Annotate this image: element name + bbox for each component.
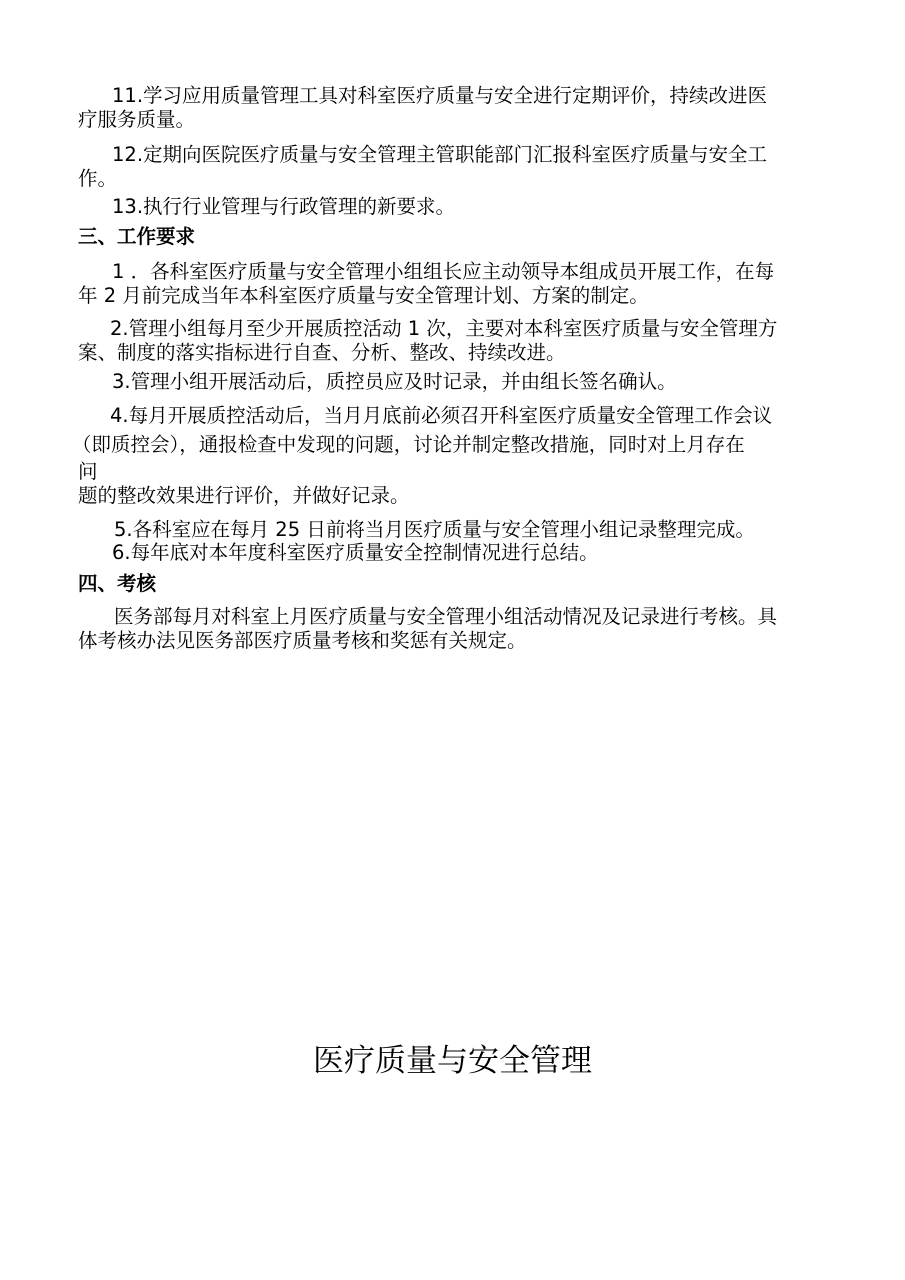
item-11-line-2: 疗服务质量。 [78,108,196,131]
assessment-line-2: 体考核办法见医务部医疗质量考核和奖惩有关规定。 [78,629,527,652]
section-4-heading: 四、考核 [78,572,157,595]
requirement-1-line-1: 1 ．各科室医疗质量与安全管理小组组长应主动领导本组成员开展工作，在每 [112,260,775,283]
requirement-4-line-3: 问 [78,460,98,483]
next-document-title: 医疗质量与安全管理 [313,1043,592,1079]
requirement-6-line-1: 6.每年底对本年度科室医疗质量安全控制情况进行总结。 [112,541,599,564]
requirement-4-line-1: 4.每月开展质控活动后，当月月底前必须召开科室医疗质量安全管理工作会议 [110,404,773,427]
item-12-line-1: 12.定期向医院医疗质量与安全管理主管职能部门汇报科室医疗质量与安全工 [112,143,768,166]
item-13-line-1: 13.执行行业管理与行政管理的新要求。 [112,195,456,218]
item-12-line-2: 作。 [78,167,118,190]
requirement-2-line-1: 2.管理小组每月至少开展质控活动 1 次，主要对本科室医疗质量与安全管理方 [110,317,778,340]
requirement-4-line-2: （即质控会），通报检查中发现的问题，讨论并制定整改措施，同时对上月存在 [72,433,745,456]
requirement-3-line-1: 3.管理小组开展活动后，质控员应及时记录，并由组长签名确认。 [112,370,677,393]
requirement-5-line-1: 5.各科室应在每月 25 日前将当月医疗质量与安全管理小组记录整理完成。 [114,518,755,541]
requirement-4-line-4: 题的整改效果进行评价，并做好记录。 [78,484,410,507]
requirement-2-line-2: 案、制度的落实指标进行自查、分析、整改、持续改进。 [78,341,566,364]
assessment-line-1: 医务部每月对科室上月医疗质量与安全管理小组活动情况及记录进行考核。具 [114,605,778,628]
section-3-heading: 三、工作要求 [78,225,196,248]
item-11-line-1: 11.学习应用质量管理工具对科室医疗质量与安全进行定期评价，持续改进医 [112,84,768,107]
requirement-1-line-2: 年 2 月前完成当年本科室医疗质量与安全管理计划、方案的制定。 [78,284,649,307]
